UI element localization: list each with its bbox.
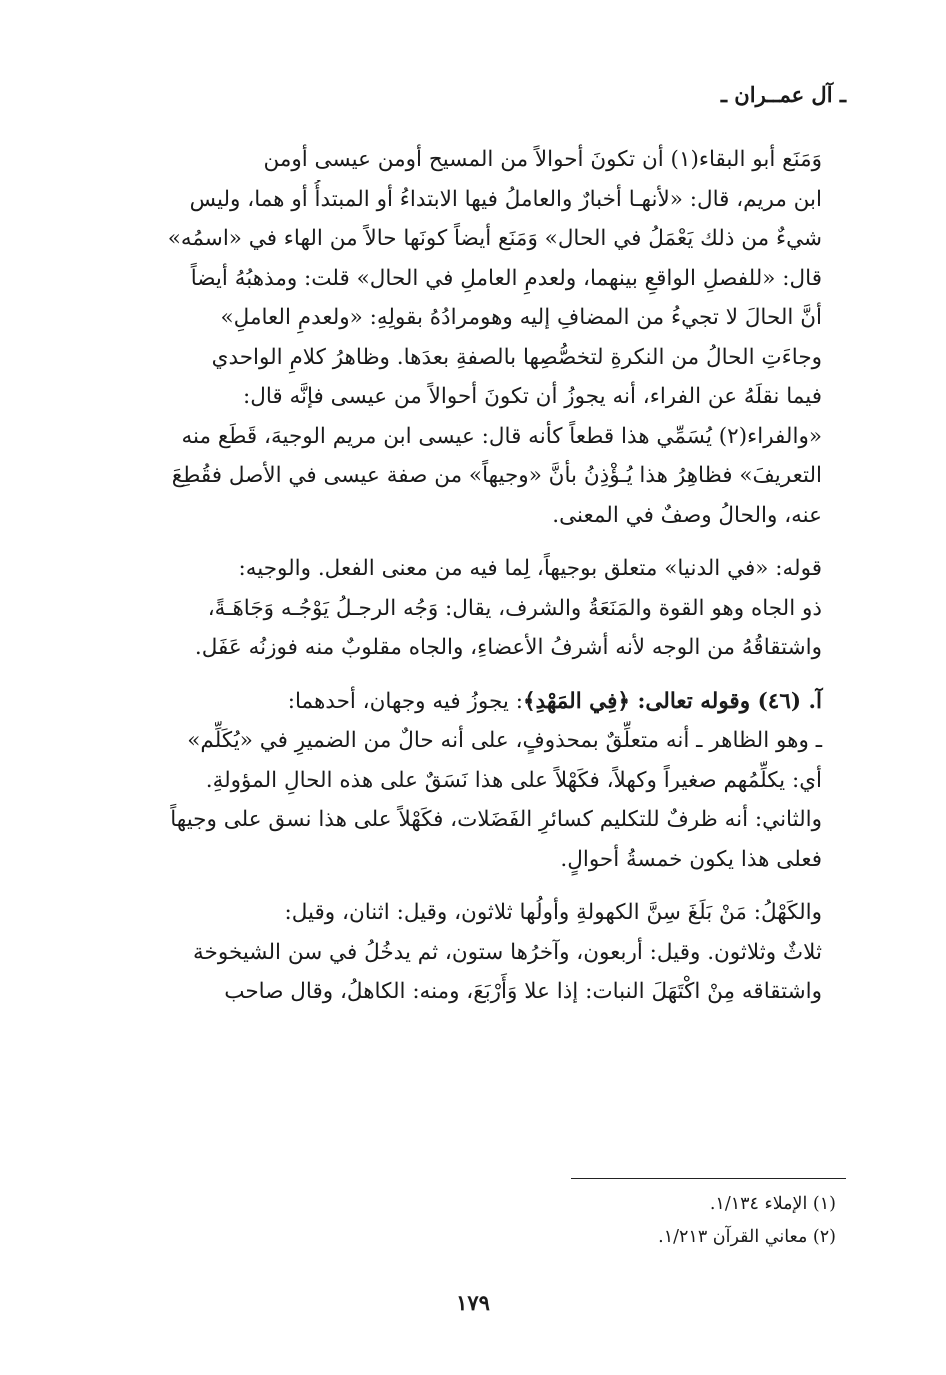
text-line: عنه، والحالُ وصفٌ في المعنى.: [552, 502, 822, 528]
text-line: ـ وهو الظاهر ـ أنه متعلِّقٌ بمحذوفٍ، على أنه حالٌ من الضميرِ في «يُكَلِّم»: [187, 728, 822, 753]
running-header: ـ آل عمــران ـ: [720, 82, 846, 107]
footnote-1: (١) الإملاء ١/١٣٤.: [709, 1194, 836, 1214]
text-line: أنَّ الحالَ لا تجيءُ من المضافِ إليه وهومرادُهُ بقولِهِ: «ولعدمِ العاملِ»: [220, 305, 822, 330]
footnote-divider: [571, 1178, 846, 1179]
text-line: أي: يكلِّمُهم صغيراً وكهلاً، فكَهْلاً على هذا نَسَقٌ على هذه الحالِ المؤولةِ.: [205, 767, 822, 793]
text-line: والكَهْلُ: مَنْ بَلَغَ سِنَّ الكهولةِ وأولُها ثلاثون، وقيل: اثنان، وقيل:: [284, 900, 822, 925]
text-line: قوله: «في الدنيا» متعلق بوجيهاً، لِما فيه من معنى الفعل. والوجيه:: [238, 556, 822, 581]
text-line: شيءٌ من ذلك يَعْمَلُ في الحال» وَمَنَع أيضاً كونَها حالاً من الهاء في «اسمُه»: [167, 226, 822, 251]
footnotes: [658, 1188, 836, 1254]
text-line: قال: «للفصلِ الواقعِ بينهما، ولعدمِ العاملِ في الحال» قلت: ومذهبُهُ أيضاً: [190, 265, 822, 291]
verse-heading-rest: : يجوزُ فيه وجهان، أحدهما:: [287, 688, 523, 714]
page-number: ١٧٩: [456, 1290, 490, 1315]
text-line: فيما نقلَهُ عن الفراء، أنه يجوزُ أن تكونَ أحوالاً من عيسى فإنَّه قال:: [242, 384, 822, 409]
verse-heading-line: [94, 682, 846, 722]
text-line: «والفراء(٢) يُسَمِّي هذا قطعاً كأنه قال: عيسى ابن مريم الوجيهَ، قَطَع منه: [181, 423, 822, 449]
paragraph-3: [94, 682, 846, 880]
text-line: ذو الجاه وهو القوة والمَنَعَةُ والشرف، يقال: وَجُه الرجـلُ يَوْجُـه وَجَاهَـةً،: [207, 595, 822, 621]
text-line: واشتقاقُهُ من الوجه لأنه أشرفُ الأعضاءِ، والجاه مقلوبٌ منه فوزنُه عَفَل.: [194, 635, 822, 660]
paragraph-4: [94, 893, 846, 1012]
text-line: واشتقاقه مِنْ اكْتَهَلَ النبات: إذا علا وَأَرْبَعَ، ومنه: الكاهلُ، وقال صاحب: [224, 979, 822, 1004]
paragraph-2: [94, 549, 846, 668]
text-line: ثلاثٌ وثلاثون. وقيل: أربعون، وآخرُها ستون، ثم يدخُلُ في سن الشيخوخة: [193, 939, 822, 965]
text-line: والثاني: أنه ظرفٌ للتكليم كسائرِ الفَضَلات، فكَهْلاً على هذا نسق على وجيهاً: [170, 807, 822, 832]
text-line: ابن مريم، قال: «لأنهـا أخبارٌ والعاملُ فيها الابتداءُ أو المبتدأُ أو هما، وليس: [189, 186, 822, 212]
text-line: فعلى هذا يكون خمسةُ أحوالٍ.: [560, 846, 822, 872]
paragraph-1: [94, 140, 846, 535]
footnote-2: (٢) معاني القرآن ١/٢١٣.: [658, 1227, 836, 1247]
text-line: وَمَنَع أبو البقاء(١) أن تكونَ أحوالاً من المسيح أومن عيسى أومن: [263, 147, 822, 172]
main-text: [94, 140, 846, 1012]
text-line: التعريفَ» فظاهِرُ هذا يُـؤْذِنُ بأنَّ «وجيهاً» من صفة عيسى في الأصل فقُطِعَ: [171, 463, 822, 488]
text-line: وجاءَتِ الحالُ من النكرةِ لتخصُّصِها بالصفةِ بعدَها. وظاهرُ كلامِ الواحدي: [211, 344, 822, 370]
verse-heading: آ. (٤٦) وقوله تعالى: ﴿فِي المَهْدِ﴾: [522, 688, 822, 714]
